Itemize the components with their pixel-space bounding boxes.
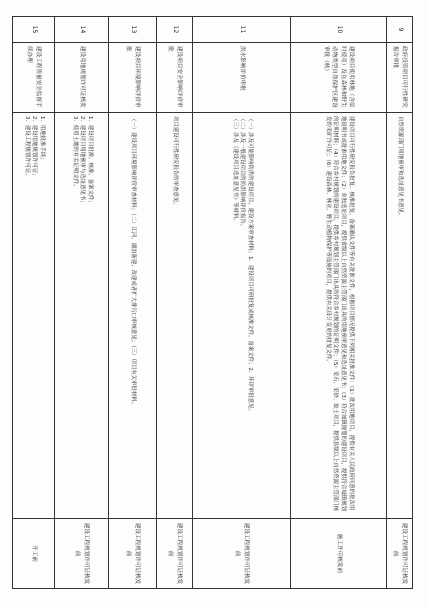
material-line: （三）涉及《建设项目选址意见书》等材料。 bbox=[231, 116, 238, 224]
material-line: 建设项目可行性研究报告批复、核准批复、备案确认文件等有关批准文件，根据项目情况提供下列相关批准文件：（1）批次用地项目，提供有关人民政府同意的批次用地说明书或批准用地文件；（2）单独选址项目，提供省级以上自然资源主管部门出具的用地预审意见和选址意见书；（3）符合城镇规划的建设项目，提供符合城镇规划的证明材料；（4）符合乡村规划的建设项目，提供乡村规划主管部门出具的符合乡村规划的证明文件；（5）采石、采砂、取土项目，提供县级以上自然资源主管部门核发的采矿许可证；（6）建设森林、林业、野生动植物保护等设施的项目，提供有关设计变更的批复文件。 bbox=[324, 116, 355, 511]
table-row bbox=[193, 17, 291, 589]
material-line: （一）建设项目环境影响评价审查材料；（二）江河、湖泊新建、改建或者扩大排污口审核意见；（三）项目有关审批材料。 bbox=[130, 116, 137, 408]
row-number: 9 bbox=[387, 17, 413, 43]
table-row bbox=[291, 17, 387, 589]
required-materials bbox=[193, 113, 291, 519]
required-materials bbox=[157, 113, 193, 519]
material-line: （二）涉及一般建设项目的防洪影响评价报告。 bbox=[239, 116, 246, 230]
row-number: 11 bbox=[193, 17, 291, 43]
item-name: 建设工程质量安全监督手续办理 bbox=[13, 43, 55, 113]
row-number: 15 bbox=[13, 17, 55, 43]
material-line: 2．建设项目用地预审与选址意见书； bbox=[79, 116, 86, 206]
table-row bbox=[109, 17, 157, 589]
item-name: 建设项目使用林地（含临时使用）及在森林和野生动物类型自然保护区建设审批（核） bbox=[291, 43, 387, 113]
material-line: 3．使用土地的有关证明文件。 bbox=[71, 116, 78, 190]
material-line: 项目建设可行性研究报告的审查意见。 bbox=[172, 116, 179, 208]
approval-items-table bbox=[12, 16, 413, 589]
table-row bbox=[387, 17, 413, 589]
material-line: 1．建设项目批准、核准、备案文件； bbox=[87, 116, 94, 206]
material-line: 1．用地批准手续； bbox=[39, 116, 46, 163]
handling-stage: 建设工程规划许可证核发前 bbox=[109, 519, 157, 589]
row-number: 10 bbox=[291, 17, 387, 43]
table-row bbox=[55, 17, 109, 589]
material-line: 3．建设工程规划许可证。 bbox=[23, 116, 30, 179]
item-name: 建设项目安全影响评价审批 bbox=[157, 43, 193, 113]
item-name: 建设用地规划许可证核发 bbox=[55, 43, 109, 113]
row-number: 12 bbox=[157, 17, 193, 43]
required-materials bbox=[13, 113, 55, 519]
table-row bbox=[13, 17, 55, 589]
handling-stage: 建设工程规划许可证核发前 bbox=[157, 519, 193, 589]
required-materials bbox=[109, 113, 157, 519]
handling-stage: 建设工程规划许可证核发前 bbox=[193, 519, 291, 589]
row-number: 14 bbox=[55, 17, 109, 43]
material-line: （一）涉及可能影响防洪的建设项目，建设方案审查材料；1．建设项目可研批复或核准文件、备案文件；2．环评审批意见。 bbox=[247, 116, 254, 414]
handling-stage: 建设工程规划许可证核发前 bbox=[55, 519, 109, 589]
required-materials bbox=[291, 113, 387, 519]
item-name: 建设项目环境影响评价审批 bbox=[109, 43, 157, 113]
handling-stage: 建设工程规划许可证核发前 bbox=[387, 519, 413, 589]
item-name: 政府投资项目可行性研究报告审批 bbox=[387, 43, 413, 113]
handling-stage: 施工许可核发前 bbox=[291, 519, 387, 589]
handling-stage: 开工前 bbox=[13, 519, 55, 589]
item-name: 洪水影响评价审批 bbox=[193, 43, 291, 113]
required-materials bbox=[387, 113, 413, 519]
material-line: 2．建设用地规划许可证； bbox=[31, 116, 38, 179]
row-number: 13 bbox=[109, 17, 157, 43]
required-materials bbox=[55, 113, 109, 519]
material-line: 自然资源部门用地预审和选址意见书意见。 bbox=[397, 116, 404, 219]
table-row bbox=[157, 17, 193, 589]
